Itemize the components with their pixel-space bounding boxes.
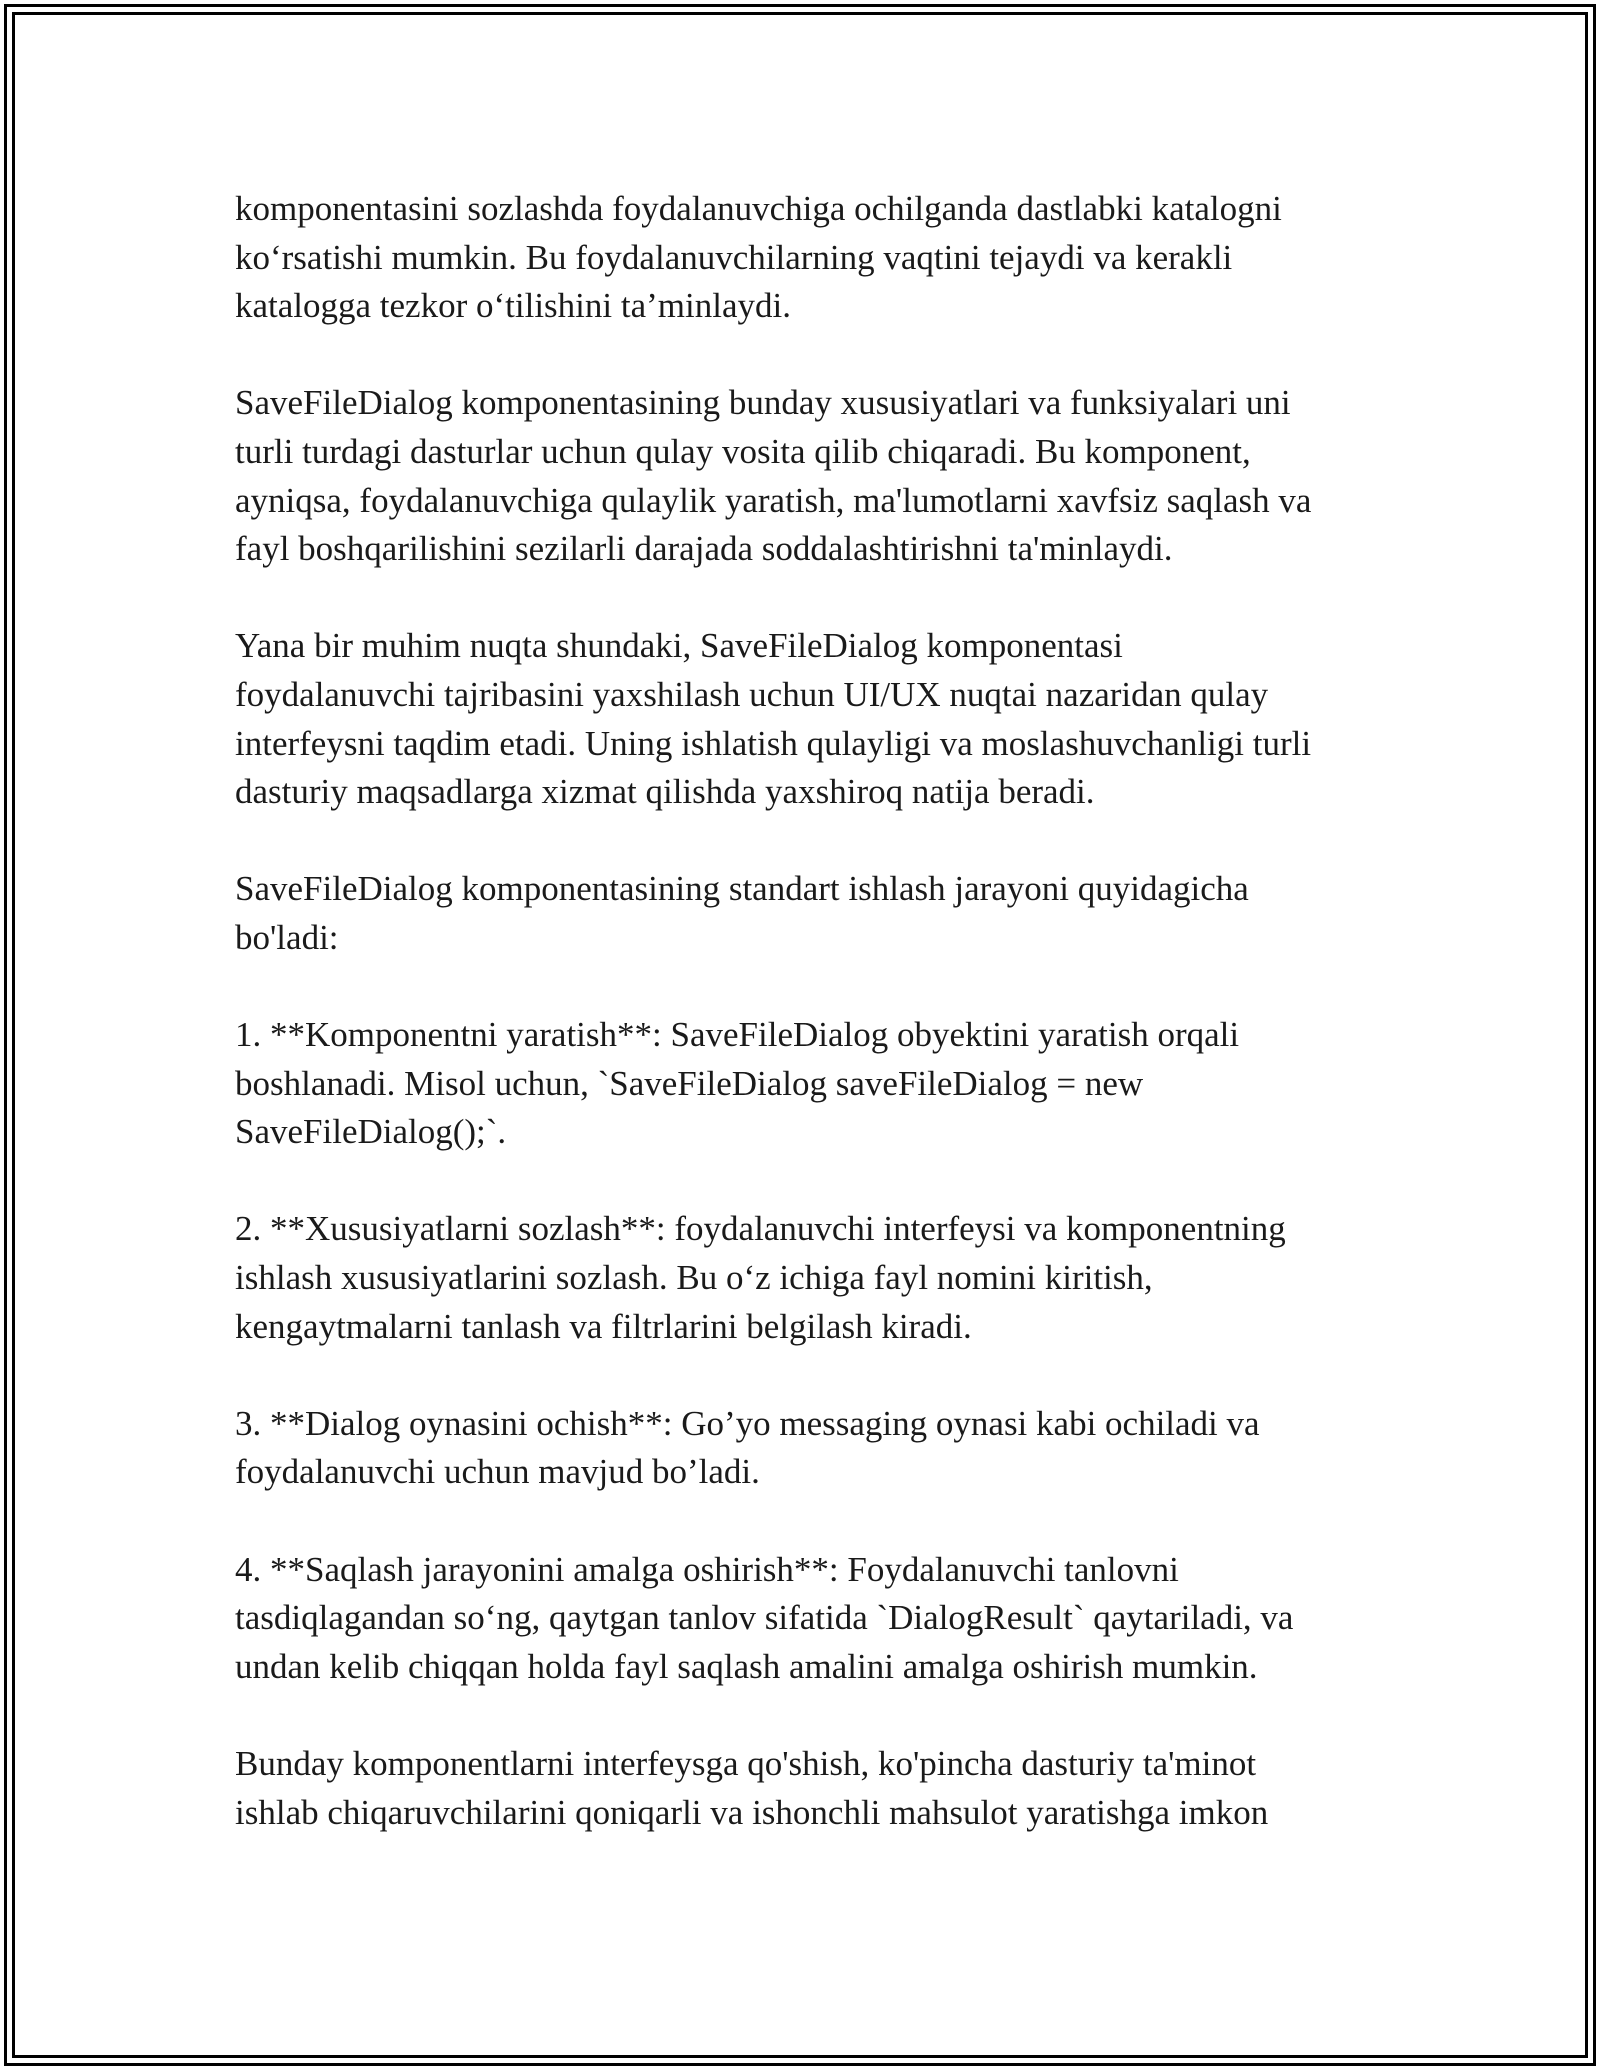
text-line: foydalanuvchi uchun mavjud bo’ladi. xyxy=(235,1452,760,1492)
text-line: interfeysni taqdim etadi. Uning ishlatish qulayligi va moslashuvchanligi turli xyxy=(235,723,1312,763)
text-line: 1. **Komponentni yaratish**: SaveFileDialog obyektini yaratish orqali xyxy=(235,1015,1240,1055)
text-line: ishlab chiqaruvchilarini qoniqarli va ishonchli mahsulot yaratishga imkon xyxy=(235,1792,1269,1832)
paragraph-catalog-intro xyxy=(235,185,1385,331)
text-line: dasturiy maqsadlarga xizmat qilishda yaxshiroq natija beradi. xyxy=(235,772,1095,812)
paragraph-conclusion xyxy=(235,1740,1385,1837)
text-line: 4. **Saqlash jarayonini amalga oshirish**: Foydalanuvchi tanlovni xyxy=(235,1549,1179,1589)
text-line: turli turdagi dasturlar uchun qulay vosita qilib chiqaradi. Bu komponent, xyxy=(235,431,1251,471)
text-line: Yana bir muhim nuqta shundaki, SaveFileDialog komponentasi xyxy=(235,626,1123,666)
paragraph-standard-process xyxy=(235,865,1385,962)
text-line: katalogga tezkor o‘tilishini ta’minlaydi. xyxy=(235,286,791,326)
paragraph-features-summary xyxy=(235,379,1385,573)
text-line: 3. **Dialog oynasini ochish**: Go’yo messaging oynasi kabi ochiladi va xyxy=(235,1403,1260,1443)
text-line: ko‘rsatishi mumkin. Bu foydalanuvchilarning vaqtini tejaydi va kerakli xyxy=(235,237,1233,277)
list-item-step-1 xyxy=(235,1011,1385,1157)
text-line: ayniqsa, foydalanuvchiga qulaylik yaratish, ma'lumotlarni xavfsiz saqlash va xyxy=(235,480,1312,520)
text-line: fayl boshqarilishini sezilarli darajada soddalashtirishni ta'minlaydi. xyxy=(235,529,1173,569)
text-line: tasdiqlagandan so‘ng, qaytgan tanlov sifatida `DialogResult` qaytariladi, va xyxy=(235,1598,1294,1638)
list-item-step-4 xyxy=(235,1546,1385,1692)
text-line: SaveFileDialog();`. xyxy=(235,1112,507,1152)
text-line: foydalanuvchi tajribasini yaxshilash uchun UI/UX nuqtai nazaridan qulay xyxy=(235,674,1269,714)
list-item-step-2 xyxy=(235,1205,1385,1351)
text-line: Bunday komponentlarni interfeysga qo'shish, ko'pincha dasturiy ta'minot xyxy=(235,1744,1257,1783)
paragraph-ui-ux xyxy=(235,622,1385,816)
text-line: komponentasini sozlashda foydalanuvchiga ochilganda dastlabki katalogni xyxy=(235,189,1282,228)
text-line: kengaytmalarni tanlash va filtrlarini belgilash kiradi. xyxy=(235,1306,972,1346)
text-line: bo'ladi: xyxy=(235,917,339,957)
text-line: undan kelib chiqqan holda fayl saqlash amalini amalga oshirish mumkin. xyxy=(235,1646,1258,1686)
text-line: SaveFileDialog komponentasining bunday xususiyatlari va funksiyalari uni xyxy=(235,383,1291,423)
text-line: boshlanadi. Misol uchun, `SaveFileDialog saveFileDialog = new xyxy=(235,1063,1144,1103)
document-body xyxy=(235,185,1385,1886)
text-line: 2. **Xususiyatlarni sozlash**: foydalanuvchi interfeysi va komponentning xyxy=(235,1209,1286,1249)
text-line: SaveFileDialog komponentasining standart ishlash jarayoni quyidagicha xyxy=(235,869,1249,909)
text-line: ishlash xususiyatlarini sozlash. Bu o‘z ichiga fayl nomini kiritish, xyxy=(235,1258,1153,1298)
list-item-step-3 xyxy=(235,1400,1385,1497)
